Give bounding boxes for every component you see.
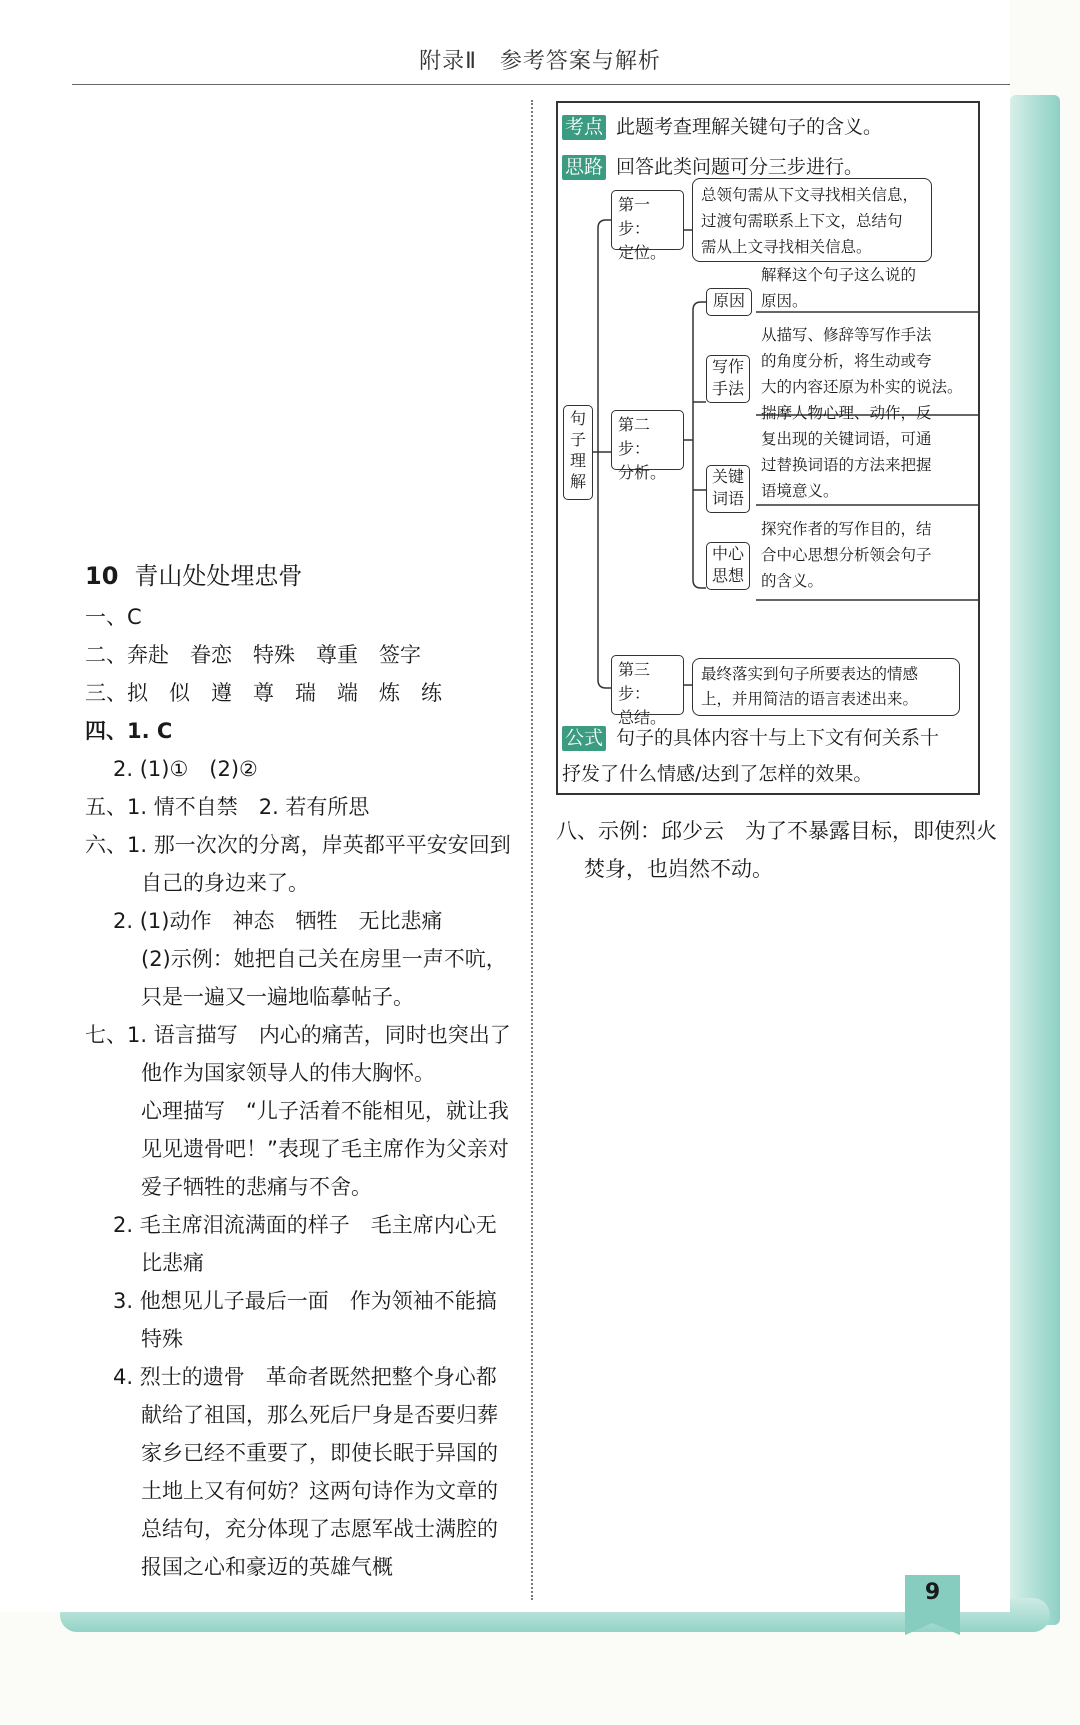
note-line: 从描写、修辞等写作手法: [761, 326, 932, 344]
note-line: 最终落实到句子所要表达的情感: [701, 665, 919, 683]
decorative-side-band: [1010, 95, 1060, 1625]
sub-label: 中心: [711, 544, 744, 563]
note-line: 合中心思想分析领会句子: [761, 546, 932, 564]
note-line: 语境意义。: [761, 482, 839, 500]
gongshi-tag: 公式: [562, 726, 606, 751]
note-line: 上，并用简洁的语言表述出来。: [701, 690, 919, 708]
note-line: 复出现的关键词语，可通: [761, 430, 932, 448]
note-line: 探究作者的写作目的，结: [761, 520, 932, 538]
formula-text: 抒发了什么情感/达到了怎样的效果。: [562, 763, 873, 785]
step1-node: [611, 190, 684, 262]
step1-note: [692, 178, 932, 262]
step1-label: 定位。: [618, 243, 667, 262]
answer-line: 土地上又有何妨？这两句诗作为文章的: [141, 1479, 498, 1503]
lesson-heading: [85, 556, 302, 591]
answer-line: 2. (1)① (2)②: [113, 757, 258, 781]
sub-note-theme: [761, 516, 932, 594]
answer-line: 2. 毛主席泪流满面的样子 毛主席内心无: [113, 1213, 497, 1237]
formula-section: [562, 720, 982, 792]
kaodian-tag: 考点: [562, 115, 606, 140]
silu-text: 回答此类问题可分三步进行。: [616, 156, 864, 178]
note-line: 大的内容还原为朴实的说法。: [761, 378, 963, 396]
step3-note: [692, 658, 960, 716]
step3-title: 第三步：: [618, 660, 651, 703]
formula-text: 句子的具体内容十与上下文有何关系十: [616, 727, 940, 749]
note-line: 解释这个句子这么说的: [761, 266, 917, 284]
answer-line: 特殊: [141, 1327, 183, 1351]
note-line: 揣摩人物心理、动作，反: [761, 404, 932, 422]
formula-line: [562, 720, 982, 756]
answer-line: 六、1. 那一次次的分离，岸英都平平安安回到: [85, 833, 511, 857]
answer-line: 四、1. C: [85, 719, 173, 743]
column-divider: [531, 100, 533, 1600]
answer-line: 一、C: [85, 605, 142, 629]
step2-title: 第二步：: [618, 415, 651, 458]
lesson-title: 青山处处埋忠骨: [134, 562, 303, 590]
sub-note-reason: [761, 262, 916, 314]
note-line: 总领句需从下文寻找相关信息，: [701, 186, 919, 204]
kaodian-text: 此题考查理解关键句子的含义。: [616, 116, 883, 138]
note-line: 过替换词语的方法来把握: [761, 456, 932, 474]
note-line: 的含义。: [761, 572, 824, 590]
sub-label: 手法: [711, 379, 744, 398]
answer-line: 2. (1)动作 神态 牺牲 无比悲痛: [113, 909, 443, 933]
sub-label: 关键: [711, 467, 744, 486]
sub-node-theme: [706, 542, 750, 590]
lesson-number: 10: [85, 562, 119, 590]
silu-tag: 思路: [562, 155, 606, 180]
sub-node-writing: [706, 355, 750, 403]
sub-node-reason: [706, 288, 752, 316]
answer-line: 4. 烈士的遗骨 革命者既然把整个身心都: [113, 1365, 497, 1389]
thinking-diagram: [556, 186, 980, 727]
sub-node-keywords: [706, 465, 750, 513]
answer-line: 只是一遍又一遍地临摹帖子。: [141, 985, 414, 1009]
kaodian-line: [562, 112, 882, 140]
answer-line: 三、拟 似 遵 尊 瑞 端 炼 练: [85, 681, 442, 705]
sub-label: 写作: [711, 357, 744, 376]
answer-line: 报国之心和豪迈的英雄气概: [141, 1555, 393, 1579]
diagram-root: [563, 405, 593, 500]
step2-label: 分析。: [618, 463, 667, 482]
sub-label: 词语: [711, 489, 744, 508]
note-line: 过渡句需联系上下文，总结句: [701, 212, 903, 230]
note-line: 的角度分析，将生动或夸: [761, 352, 932, 370]
silu-line: [562, 152, 863, 180]
page-number: 9: [924, 1580, 941, 1605]
sub-note-keywords: [761, 400, 932, 504]
answer-line: 他作为国家领导人的伟大胸怀。: [141, 1061, 435, 1085]
answer-line: 二、奔赴 眷恋 特殊 尊重 签字: [85, 643, 421, 667]
step2-node: [611, 410, 684, 482]
answer-line: 见见遗骨吧！”表现了毛主席作为父亲对: [141, 1137, 509, 1161]
answer-line: (2)示例：她把自己关在房里一声不吭，: [141, 947, 507, 971]
sub-label: 思想: [711, 566, 744, 585]
answer-line: 比悲痛: [141, 1251, 204, 1275]
step1-title: 第一步：: [618, 195, 651, 238]
root-label: 句 子 理 解: [569, 409, 586, 491]
header-divider: [72, 84, 1010, 85]
answer-line: 3. 他想见儿子最后一面 作为领袖不能搞: [113, 1289, 497, 1313]
page-header: 附录Ⅱ 参考答案与解析: [419, 49, 661, 74]
answer-line-eight-cont: 焚身，也岿然不动。: [584, 857, 773, 881]
step3-label: 总结。: [618, 708, 667, 727]
note-line: 原因。: [761, 292, 808, 310]
answer-line-eight: 八、示例：邱少云 为了不暴露目标，即使烈火: [556, 819, 997, 843]
answer-line: 七、1. 语言描写 内心的痛苦，同时也突出了: [85, 1023, 511, 1047]
answer-line: 自己的身边来了。: [141, 871, 309, 895]
answer-line: 爱子牺牲的悲痛与不舍。: [141, 1175, 372, 1199]
answer-line: 献给了祖国，那么死后尸身是否要归葬: [141, 1403, 498, 1427]
step3-node: [611, 655, 684, 727]
sub-note-writing: [761, 322, 963, 400]
note-line: 需从上文寻找相关信息。: [701, 238, 872, 256]
answer-line: 家乡已经不重要了，即使长眠于异国的: [141, 1441, 498, 1465]
answer-line: 总结句，充分体现了志愿军战士满腔的: [141, 1517, 498, 1541]
answer-line: 心理描写 “儿子活着不能相见，就让我: [141, 1099, 509, 1123]
answer-line: 五、1. 情不自禁 2. 若有所思: [85, 795, 370, 819]
sub-label: 原因: [712, 291, 745, 310]
